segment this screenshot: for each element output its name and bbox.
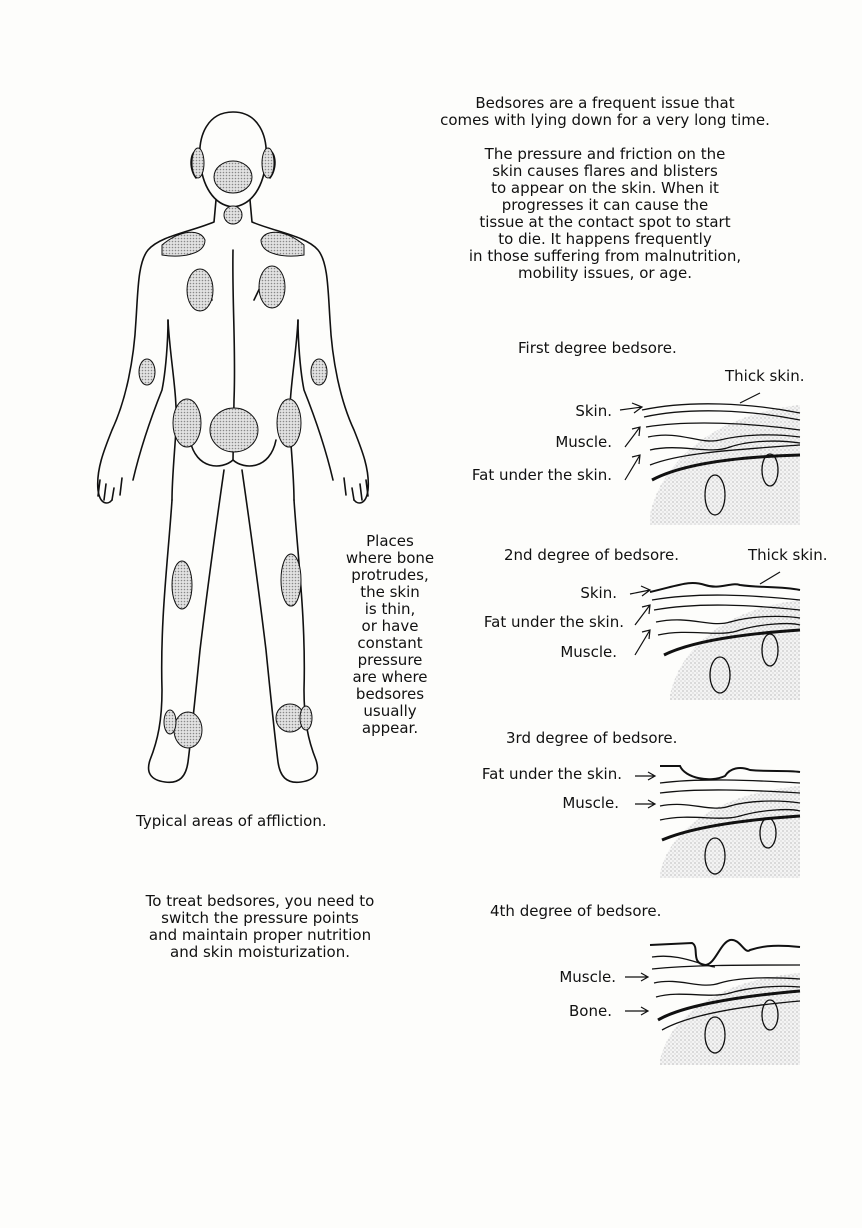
stage-1-tissue-diagram xyxy=(620,385,800,525)
intro-paragraph-1: Bedsores are a frequent issue that comes with lying down for a very long time. xyxy=(440,94,770,129)
figure-caption: Typical areas of affliction. xyxy=(136,812,327,830)
stage-2-title: 2nd degree of bedsore. xyxy=(504,546,679,564)
stage-2-thick-skin-label: Thick skin. xyxy=(748,546,828,564)
stage-3-title: 3rd degree of bedsore. xyxy=(506,729,678,747)
stage-2-label-skin: Skin. xyxy=(580,584,617,602)
intro-paragraph-2: The pressure and friction on the skin causes flares and blisters to appear on the skin. When it progresses it can cause the tissue at the contact spot to start to die. It happens frequently in those suffering from malnutrition, mobility issues, or age. xyxy=(468,145,742,282)
stage-4-label-bone: Bone. xyxy=(569,1002,612,1020)
stage-1-title: First degree bedsore. xyxy=(518,339,677,357)
stage-2-label-fat: Fat under the skin. xyxy=(483,613,624,631)
stage-4-title: 4th degree of bedsore. xyxy=(490,902,662,920)
stage-3-label-fat: Fat under the skin. xyxy=(481,765,622,783)
stage-4-label-muscle: Muscle. xyxy=(559,968,616,986)
stage-4-tissue-diagram xyxy=(620,935,800,1065)
stage-1-label-muscle: Muscle. xyxy=(555,433,612,451)
stage-3-tissue-diagram xyxy=(630,758,800,878)
stage-3-label-muscle: Muscle. xyxy=(562,794,619,812)
figure-note: Places where bone protrudes, the skin is thin, or have constant pressure are where bedsores usually appear. xyxy=(345,532,435,737)
stage-2-tissue-diagram xyxy=(630,570,800,700)
stage-1-label-skin: Skin. xyxy=(575,402,612,420)
treatment-paragraph: To treat bedsores, you need to switch the pressure points and maintain proper nutrition and skin moisturization. xyxy=(145,892,375,961)
stage-2-label-muscle: Muscle. xyxy=(560,643,617,661)
stage-1-thick-skin-label: Thick skin. xyxy=(725,367,805,385)
stage-1-label-fat: Fat under the skin. xyxy=(471,466,612,484)
